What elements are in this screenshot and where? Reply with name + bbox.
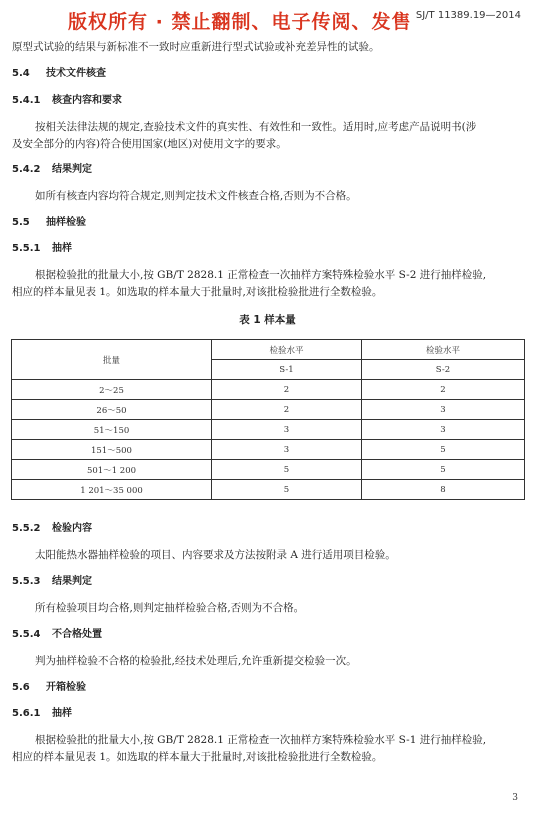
cell-s2: 3 <box>362 400 525 420</box>
section-5-4-1-heading <box>12 94 521 108</box>
section-5-5-3-heading <box>12 575 521 589</box>
column-header-lot-size: 批量 <box>12 340 212 380</box>
section-5-5-4-heading <box>12 628 521 642</box>
paragraph-line: 根据检验批的批量大小,按 GB/T 2828.1 正常检查一次抽样方案特殊检验水平 S-1 进行抽样检验, <box>35 734 487 746</box>
table-row <box>12 380 525 400</box>
section-5-6-1-heading <box>12 707 521 721</box>
paragraph-line: 如所有核查内容均符合规定,则判定技术文件核查合格,否则为不合格。 <box>35 190 357 202</box>
paragraph-line: 太阳能热水器抽样检验的项目、内容要求及方法按附录 A 进行适用项目检验。 <box>35 549 396 561</box>
cell-s2: 5 <box>362 440 525 460</box>
cell-s2: 2 <box>362 380 525 400</box>
section-title: 抽样 <box>52 243 72 254</box>
paragraph-line: 按相关法律法规的规定,查验技术文件的真实性、有效性和一致性。适用时,应考虑产品说明书(涉 <box>35 121 477 133</box>
copyright-watermark: 版权所有 · 禁止翻制、电子传阅、发售 <box>68 11 412 33</box>
section-5-4-2-heading <box>12 163 521 177</box>
cell-s2: 5 <box>362 460 525 480</box>
section-title: 检验内容 <box>52 523 92 534</box>
section-number: 5.4 <box>12 68 30 79</box>
cell-s1: 5 <box>212 480 362 500</box>
table-row <box>12 480 525 500</box>
standard-code: SJ/T 11389.19—2014 <box>415 10 521 21</box>
section-number: 5.4.1 <box>12 95 41 106</box>
paragraph-line: 判为抽样检验不合格的检验批,经技术处理后,允许重新提交检验一次。 <box>35 655 357 667</box>
table-header-row <box>12 340 525 360</box>
section-5-4-heading <box>12 67 521 81</box>
cell-s1: 2 <box>212 380 362 400</box>
section-5-6-heading <box>12 681 521 695</box>
intro-paragraph: 原型式试验的结果与新标准不一致时应重新进行型式试验或补充差异性的试验。 <box>12 41 380 53</box>
cell-lot: 501～1 200 <box>12 460 212 480</box>
column-header-level: 检验水平 <box>362 340 525 360</box>
section-number: 5.5.2 <box>12 523 41 534</box>
section-number: 5.6 <box>12 682 30 693</box>
column-header-level: 检验水平 <box>212 340 362 360</box>
section-5-5-heading <box>12 216 521 230</box>
section-title: 开箱检验 <box>46 682 86 693</box>
page-number: 3 <box>512 793 518 803</box>
section-number: 5.5.4 <box>12 629 41 640</box>
cell-s1: 3 <box>212 420 362 440</box>
cell-s1: 2 <box>212 400 362 420</box>
section-title: 结果判定 <box>52 576 92 587</box>
paragraph-line: 所有检验项目均合格,则判定抽样检验合格,否则为不合格。 <box>35 602 305 614</box>
section-5-5-1-heading <box>12 242 521 256</box>
cell-lot: 151～500 <box>12 440 212 460</box>
cell-lot: 1 201～35 000 <box>12 480 212 500</box>
section-number: 5.5.1 <box>12 243 41 254</box>
paragraph-line: 及安全部分的内容)符合使用国家(地区)对使用文字的要求。 <box>12 138 287 150</box>
section-title: 核查内容和要求 <box>52 95 122 106</box>
cell-s2: 8 <box>362 480 525 500</box>
paragraph-line: 相应的样本量见表 1。如选取的样本量大于批量时,对该批检验批进行全数检验。 <box>12 751 383 763</box>
section-number: 5.4.2 <box>12 164 41 175</box>
section-number: 5.5.3 <box>12 576 41 587</box>
paragraph-line: 相应的样本量见表 1。如选取的样本量大于批量时,对该批检验批进行全数检验。 <box>12 286 383 298</box>
section-number: 5.5 <box>12 217 30 228</box>
table-row <box>12 440 525 460</box>
section-title: 不合格处置 <box>52 629 102 640</box>
table-caption: 表 1 样本量 <box>239 314 296 326</box>
table-row <box>12 420 525 440</box>
table-row <box>12 400 525 420</box>
cell-lot: 26～50 <box>12 400 212 420</box>
cell-s1: 5 <box>212 460 362 480</box>
column-header-s2: S-2 <box>362 360 525 380</box>
section-title: 结果判定 <box>52 164 92 175</box>
cell-lot: 51～150 <box>12 420 212 440</box>
section-title: 技术文件核查 <box>46 68 106 79</box>
table-row <box>12 460 525 480</box>
cell-s2: 3 <box>362 420 525 440</box>
section-title: 抽样 <box>52 708 72 719</box>
section-title: 抽样检验 <box>46 217 86 228</box>
column-header-s1: S-1 <box>212 360 362 380</box>
section-5-5-2-heading <box>12 522 521 536</box>
cell-s1: 3 <box>212 440 362 460</box>
cell-lot: 2～25 <box>12 380 212 400</box>
paragraph-line: 根据检验批的批量大小,按 GB/T 2828.1 正常检查一次抽样方案特殊检验水平 S-2 进行抽样检验, <box>35 269 487 281</box>
sample-size-table <box>11 339 525 500</box>
section-number: 5.6.1 <box>12 708 41 719</box>
